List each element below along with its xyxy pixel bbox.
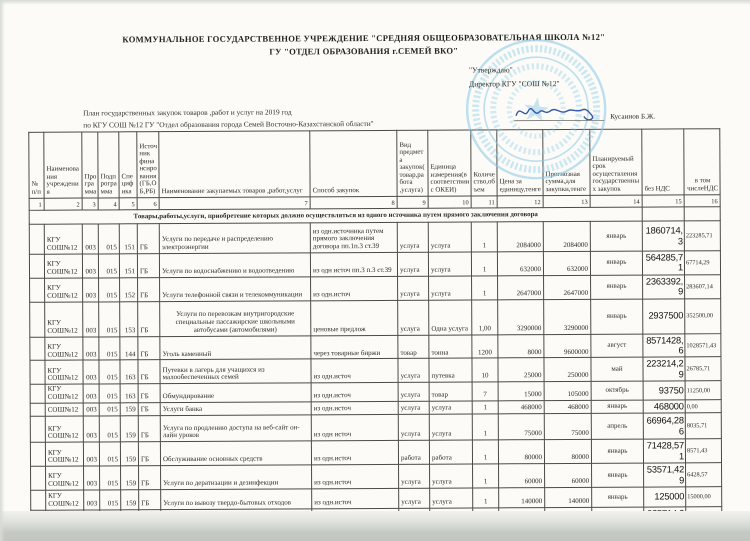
cell-unit-price: 25000	[498, 358, 544, 382]
col-num: 4	[98, 198, 119, 210]
col-num: 9	[397, 196, 428, 208]
cell-item-name: Услуги по дератизации и дезинфекции	[161, 465, 312, 490]
cell-institution: СОШ№12	[45, 403, 83, 417]
cell-quantity: 10	[472, 358, 498, 382]
table-row	[29, 221, 720, 255]
cell-specifics: 152	[120, 278, 138, 302]
cell-without-vat: 93750	[643, 381, 685, 400]
signature-icon	[511, 98, 607, 125]
cell-subprogram: 015	[98, 224, 119, 254]
cell-unit-price: 8000	[498, 334, 544, 358]
cell-unit-price: 2084000	[497, 222, 543, 252]
cell-institution: КГУ СОШ№12	[45, 360, 83, 384]
col-num: 15	[642, 195, 684, 207]
section-header-spacer	[642, 207, 684, 221]
plan-title-line2: по КГУ СОШ №12 ГУ "Отдел образования города Семей Восточно-Казахстанской области"	[83, 118, 374, 130]
cell-row-number	[31, 490, 46, 510]
cell-institution: КГУ СОШ№12	[45, 442, 83, 466]
table-row	[30, 439, 721, 467]
cell-institution: КГУ СОШ№12	[46, 490, 84, 510]
cell-without-vat: 223214,29	[643, 357, 685, 381]
col-header-quantity: Количество,объем	[471, 130, 497, 196]
cell-program: 003	[83, 416, 99, 442]
cell-item-name: Услуги телефонной связи и телекоммуникации	[160, 277, 311, 302]
cell-forecast-sum: 250000	[544, 358, 591, 382]
cell-subprogram: 015	[99, 360, 120, 384]
cell-funding-source: ГБ	[139, 466, 161, 490]
cell-unit: работа	[429, 440, 472, 464]
cell-specifics: 151	[119, 224, 137, 254]
cell-unit: товар	[429, 382, 472, 401]
cell-including-vat: 1028571,43	[685, 333, 721, 357]
cell-forecast-sum: 468000	[544, 400, 591, 414]
cell-funding-source: ГБ	[138, 384, 160, 403]
col-num: 6	[137, 198, 159, 210]
cell-forecast-sum: 632000	[543, 251, 590, 275]
cell-quantity: 1	[473, 488, 499, 508]
cell-funding-source: ГБ	[139, 490, 161, 510]
col-header-row-number: № п/п	[29, 132, 44, 198]
col-num: 8	[310, 196, 397, 208]
cell-without-vat: 66964,286	[643, 413, 685, 439]
cell-specifics: 151	[119, 254, 137, 278]
section-header-spacer	[684, 207, 720, 221]
table-row	[30, 298, 721, 337]
cell-planned-period: октябрь	[591, 381, 643, 400]
cell-specifics: 163	[120, 360, 138, 384]
cell-institution: КГУ СОШ№12	[44, 254, 82, 278]
cell-program: 003	[82, 224, 98, 254]
cell-program: 003	[84, 490, 100, 510]
cell-procurement-method: из одн источ	[311, 415, 398, 441]
approval-block	[469, 63, 655, 125]
col-num: 7	[159, 197, 310, 210]
cell-planned-period: январь	[591, 439, 643, 463]
cell-program: 003	[83, 442, 99, 466]
cell-forecast-sum: 140000	[545, 487, 592, 507]
cell-row-number	[31, 467, 46, 491]
cell-unit-price: 75000	[498, 414, 544, 440]
cell-program: 003	[84, 466, 100, 490]
cell-institution: КГУ СОШ№12	[46, 466, 84, 490]
cell-planned-period: январь	[590, 221, 642, 251]
cell-funding-source: ГБ	[137, 254, 159, 278]
cell-without-vat: 564285,71	[642, 251, 684, 275]
cell-subject-kind: услуга	[398, 300, 429, 335]
cell-institution: КГУ СОШ№12	[45, 337, 83, 361]
cell-without-vat: 1860714,3	[642, 221, 684, 251]
cell-procurement-method: из одн.источ	[311, 276, 398, 300]
cell-institution: КГУ СОШ№12	[45, 278, 83, 302]
cell-quantity: 1	[472, 276, 498, 300]
col-header-forecast-sum: Прогнозная сумма,для закупки,тенге	[543, 129, 590, 195]
cell-item-name: Обслуживание основных средств	[160, 441, 311, 466]
cell-row-number	[30, 337, 45, 361]
col-header-procurement-method: Способ закупок	[310, 130, 397, 196]
table-row	[30, 413, 721, 443]
cell-subject-kind: услуга	[397, 252, 428, 276]
cell-unit: услуга	[429, 276, 472, 300]
scan-edge-top	[0, 0, 750, 5]
col-header-funding-source: Источник финансирования (ГБ,ОБ,РБ)	[137, 132, 159, 198]
cell-procurement-method: из одн.источ	[311, 401, 398, 415]
cell-including-vat: 67714,29	[684, 251, 720, 275]
org-name-line1: КОММУНАЛЬНОЕ ГОСУДАРСТВЕННОЕ УЧРЕЖДЕНИЕ "СРЕДНЯЯ ОБЩЕОБРАЗОВАТЕЛЬНАЯ ШКОЛА №12"	[122, 31, 606, 45]
cell-unit: услуга	[429, 414, 472, 440]
cell-unit-price: 80000	[498, 440, 544, 464]
cell-item-name: Услуга по продлению доступа на веб-сайт он-лайн уроков	[160, 415, 311, 442]
cell-quantity: 1200	[472, 334, 498, 358]
cell-funding-source: ГБ	[138, 416, 160, 442]
cell-specifics: 153	[120, 301, 138, 336]
cell-subprogram: 015	[98, 254, 119, 278]
cell-funding-source: ГБ	[138, 360, 160, 384]
cell-subprogram: 015	[99, 384, 120, 403]
cell-row-number	[30, 403, 45, 416]
cell-without-vat: 125000	[644, 487, 686, 507]
cell-subprogram: 015	[100, 466, 121, 490]
cell-procurement-method: из одн.источ	[312, 489, 399, 509]
cell-including-vat: 223285,71	[684, 221, 720, 251]
cell-item-name: Услуги по передаче и распределению электроэнергии	[159, 223, 310, 254]
cell-unit: услуга	[428, 222, 471, 252]
signature-row	[469, 98, 655, 125]
cell-subject-kind: услуга	[398, 382, 429, 401]
cell-forecast-sum: 80000	[544, 440, 591, 464]
cell-forecast-sum: 2647000	[544, 275, 591, 299]
cell-row-number	[30, 302, 45, 337]
table-row	[29, 251, 720, 278]
cell-planned-period: август	[591, 334, 643, 358]
cell-quantity: 1	[472, 440, 498, 464]
cell-quantity: 1,00	[472, 299, 498, 334]
cell-item-name: Обмундирование	[160, 383, 311, 402]
cell-procurement-method: через товарные биржи	[311, 335, 398, 359]
col-num: 12	[497, 196, 543, 208]
cell-planned-period: январь	[592, 463, 644, 487]
cell-procurement-method: из одн.источ	[312, 465, 399, 489]
cell-procurement-method: из одн.источника путем прямого заключения договора пп.1п.3 ст.39	[310, 222, 397, 252]
cell-including-vat: 0,00	[685, 400, 721, 414]
cell-subprogram: 015	[99, 336, 120, 360]
cell-program: 003	[83, 337, 99, 361]
scanner-edge-band	[0, 511, 750, 541]
cell-quantity: 1	[473, 464, 499, 488]
cell-including-vat: 352500,00	[685, 298, 721, 333]
col-num: 2	[44, 198, 82, 210]
plan-title	[83, 106, 374, 131]
cell-specifics: 159	[120, 442, 138, 466]
col-num: 3	[82, 198, 98, 210]
col-header-unit-price: Цена за единицу,тенге	[497, 130, 543, 196]
cell-forecast-sum: 60000	[545, 464, 592, 488]
cell-quantity: 1	[472, 401, 498, 415]
cell-quantity: 1	[471, 252, 497, 276]
cell-subject-kind: услуга	[398, 401, 429, 415]
cell-including-vat: 283607,14	[685, 275, 721, 299]
col-header-institution: Наименования учреждения	[44, 132, 82, 198]
table-row	[31, 463, 722, 490]
cell-procurement-method: ценовые предлож	[311, 300, 398, 335]
cell-row-number	[30, 384, 45, 403]
col-num: 11	[471, 196, 497, 208]
cell-specifics: 144	[120, 336, 138, 360]
cell-unit: путевка	[429, 358, 472, 382]
table-row	[30, 357, 721, 384]
cell-program: 003	[83, 360, 99, 384]
cell-item-name: Путевки в лагерь для учащихся из малообеспеченных семей	[160, 359, 311, 384]
cell-forecast-sum: 75000	[544, 414, 591, 440]
cell-funding-source: ГБ	[138, 442, 160, 466]
cell-quantity: 1	[472, 414, 498, 440]
approval-word: "Утверждаю"	[468, 65, 513, 75]
col-num: 5	[119, 198, 137, 210]
signer-name: Кусаинов Б.Ж.	[610, 112, 656, 122]
col-header-subprogram: Подпрограмма	[98, 132, 119, 198]
cell-without-vat: 53571,429	[644, 463, 686, 487]
cell-unit: услуга	[428, 252, 471, 276]
cell-row-number	[29, 224, 44, 254]
cell-planned-period: январь	[591, 275, 643, 299]
cell-planned-period: январь	[591, 400, 643, 414]
table-header-row	[29, 129, 720, 199]
cell-subprogram: 015	[99, 442, 120, 466]
cell-forecast-sum: 9600000	[544, 334, 591, 358]
cell-row-number	[30, 417, 45, 443]
cell-program: 003	[83, 278, 99, 302]
col-num: 16	[684, 195, 720, 207]
cell-specifics: 159	[120, 403, 138, 417]
cell-subprogram: 015	[100, 490, 121, 510]
col-num: 1	[29, 198, 44, 210]
cell-unit: тонна	[429, 335, 472, 359]
cell-institution: КГУ СОШ№12	[44, 224, 82, 254]
cell-funding-source: ГБ	[138, 277, 160, 301]
cell-including-vat: 15000,00	[686, 487, 722, 507]
cell-forecast-sum: 105000	[544, 382, 591, 401]
section-header: Товары,работы,услуги, приобретение которых должно осуществляться из одного источника путем прямого заключения договора	[29, 207, 642, 224]
cell-funding-source: ГБ	[138, 301, 160, 336]
cell-planned-period: январь	[591, 299, 643, 334]
col-header-program: Программа	[82, 132, 98, 198]
cell-including-vat: 26785,71	[685, 357, 721, 381]
cell-unit-price: 468000	[498, 401, 544, 415]
cell-quantity: 1	[471, 222, 497, 252]
cell-subject-kind: услуга	[397, 222, 428, 252]
cell-without-vat: 2937500	[643, 299, 685, 334]
col-header-planned-period: Планируемый срок осуществления государственных закупок	[590, 129, 642, 195]
col-header-unit: Единица измерения(в соответствии с ОКЕИ)	[428, 130, 471, 196]
cell-unit: услуга	[429, 401, 472, 415]
cell-planned-period: май	[591, 358, 643, 382]
cell-including-vat: 8035,71	[685, 413, 721, 439]
cell-quantity: 7	[472, 382, 498, 401]
cell-institution: КГУ СОШ№12	[45, 302, 83, 337]
col-num: 13	[543, 195, 590, 207]
cell-subprogram: 015	[99, 278, 120, 302]
cell-subject-kind: услуга	[398, 415, 429, 441]
cell-row-number	[29, 254, 44, 278]
cell-program: 003	[82, 254, 98, 278]
cell-unit: Одна услуга	[429, 300, 472, 335]
cell-planned-period: январь	[590, 251, 642, 275]
cell-unit-price: 60000	[499, 464, 545, 488]
cell-row-number	[30, 278, 45, 302]
table-body	[29, 207, 722, 535]
cell-forecast-sum: 3290000	[544, 299, 591, 334]
org-name-line2: ГУ "ОТДЕЛ ОБРАЗОВАНИЯ г.СЕМЕЙ ВКО"	[269, 45, 459, 57]
cell-item-name: Уголь каменный	[160, 335, 311, 360]
cell-funding-source: ГБ	[138, 403, 160, 417]
cell-procurement-method: из одн.источ	[311, 383, 398, 402]
organization-title	[59, 30, 669, 59]
cell-specifics: 159	[121, 490, 139, 510]
cell-subprogram: 015	[99, 403, 120, 417]
cell-item-name: Услуги банка	[160, 402, 311, 416]
scan-edge-left	[0, 0, 5, 541]
cell-institution: КГУ СОШ№12	[45, 416, 83, 442]
table-row	[30, 275, 721, 302]
cell-row-number	[30, 443, 45, 467]
cell-unit: услуга	[430, 488, 473, 508]
cell-procurement-method: из одн.источ	[311, 441, 398, 465]
cell-funding-source: ГБ	[138, 336, 160, 360]
cell-specifics: 163	[120, 384, 138, 403]
cell-item-name: Услуги по перевозкам внутригородские специальные пассажирские школьными автобусами (автомобилями)	[160, 300, 311, 336]
cell-including-vat: 6428,57	[686, 463, 722, 487]
cell-without-vat: 2363392,9	[643, 275, 685, 299]
col-header-without-vat: без НДС	[642, 129, 684, 195]
cell-unit-price: 3290000	[498, 299, 544, 334]
cell-item-name: Услуги по вывозу твердо-бытовых отходов	[161, 489, 312, 510]
col-header-item-name: Наименование закупаемых товаров ,работ,услуг	[159, 131, 310, 198]
col-num: 14	[590, 195, 642, 207]
approval-position: Директор КГУ "СОШ №12"	[468, 78, 560, 89]
cell-procurement-method: из одн.источ	[311, 359, 398, 383]
cell-funding-source: ГБ	[137, 224, 159, 254]
cell-subprogram: 015	[99, 301, 120, 336]
cell-including-vat: 11250,00	[685, 381, 721, 400]
cell-subject-kind: услуга	[399, 465, 430, 489]
cell-program: 003	[83, 384, 99, 403]
plan-title-line1: План государственных закупок товаров ,работ и услуг на 2019 год	[83, 107, 292, 118]
cell-unit: услуга	[430, 464, 473, 488]
cell-without-vat: 8571428,6	[643, 334, 685, 358]
cell-specifics: 159	[120, 416, 138, 442]
cell-subprogram: 015	[99, 416, 120, 442]
cell-subject-kind: товар	[398, 335, 429, 359]
cell-unit-price: 140000	[499, 488, 545, 508]
cell-program: 003	[83, 302, 99, 337]
cell-unit-price: 15000	[498, 382, 544, 401]
cell-row-number	[30, 361, 45, 385]
cell-item-name: Услуги по водоснабжению и водоотведению	[159, 253, 310, 278]
cell-without-vat: 71428,571	[643, 439, 685, 463]
col-num: 10	[428, 196, 471, 208]
cell-specifics: 159	[121, 466, 139, 490]
cell-subject-kind: услуга	[399, 488, 430, 508]
cell-unit-price: 632000	[497, 252, 543, 276]
cell-institution: КГУ СОШ№12	[45, 384, 83, 403]
cell-subject-kind: работа	[398, 441, 429, 465]
col-header-subject-kind: Вид предмета закупок(товар,работа ,услуга)	[397, 130, 428, 196]
cell-planned-period: январь	[592, 487, 644, 507]
cell-subject-kind: услуга	[398, 276, 429, 300]
cell-planned-period: апрель	[591, 413, 643, 439]
col-header-specifics: Специфика	[119, 132, 137, 198]
procurement-table	[28, 128, 722, 535]
cell-program: 003	[83, 403, 99, 416]
cell-including-vat: 8571,43	[685, 439, 721, 463]
cell-unit-price: 2647000	[498, 275, 544, 299]
cell-procurement-method: из одн источ пп.3 п.3 ст.39	[310, 252, 397, 276]
cell-forecast-sum: 2084000	[543, 221, 590, 251]
table-row	[30, 333, 721, 360]
col-header-including-vat: в том числеНДС	[684, 129, 720, 195]
cell-subject-kind: услуга	[398, 359, 429, 383]
cell-without-vat: 468000	[643, 400, 685, 414]
